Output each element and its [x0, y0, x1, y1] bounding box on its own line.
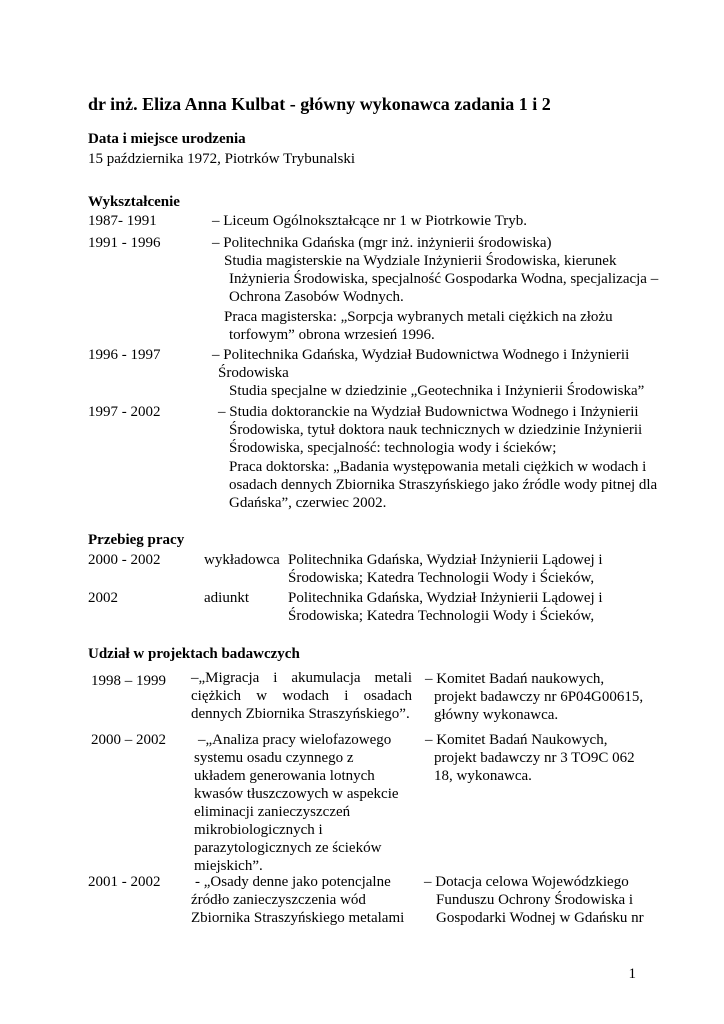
- project-funding: projekt badawczy nr 6P04G00615,: [434, 689, 644, 705]
- work-dates: 2000 - 2002: [88, 552, 161, 568]
- education-dates: 1996 - 1997: [88, 347, 161, 363]
- work-dates: 2002: [88, 590, 118, 606]
- work-employer: Politechnika Gdańska, Wydział Inżynierii Lądowej i: [288, 552, 603, 568]
- work-position: wykładowca: [204, 552, 280, 568]
- project-title: mikrobiologicznych i: [194, 822, 323, 838]
- projects-heading: Udział w projektach badawczych: [88, 646, 300, 662]
- work-employer: Politechnika Gdańska, Wydział Inżynierii Lądowej i: [288, 590, 603, 606]
- project-title: miejskich”.: [194, 858, 263, 874]
- birth-value: 15 października 1972, Piotrków Trybunalski: [88, 151, 356, 167]
- project-dates: 2001 - 2002: [88, 874, 161, 890]
- education-line: torfowym” obrona wrzesień 1996.: [229, 327, 435, 343]
- project-funding: – Komitet Badań Naukowych,: [425, 732, 608, 748]
- project-funding: – Komitet Badań naukowych,: [425, 671, 605, 687]
- page-number: 1: [628, 966, 636, 982]
- work-employer: Środowiska; Katedra Technologii Wody i Ścieków,: [288, 608, 595, 624]
- education-line: Studia specjalne w dziedzinie „Geotechnika i Inżynierii Środowiska”: [229, 383, 645, 399]
- education-line: Praca doktorska: „Badania występowania metali ciężkich w wodach i: [229, 459, 647, 475]
- project-title: parazytologicznych ze ścieków: [194, 840, 382, 856]
- education-line: – Liceum Ogólnokształcące nr 1 w Piotrkowie Tryb.: [212, 213, 527, 229]
- education-line: – Studia doktoranckie na Wydział Budownictwa Wodnego i Inżynierii: [218, 404, 639, 420]
- project-title: źródło zanieczyszczenia wód: [191, 892, 366, 908]
- project-title: ciężkich w wodach i osadach: [191, 688, 412, 704]
- project-dates: 1998 – 1999: [91, 673, 166, 689]
- education-heading: Wykształcenie: [88, 194, 180, 210]
- education-line: Ochrona Zasobów Wodnych.: [229, 289, 404, 305]
- education-line: Studia magisterskie na Wydziale Inżynierii Środowiska, kierunek: [224, 253, 617, 269]
- project-title: eliminacji zanieczyszczeń: [194, 804, 351, 820]
- education-line: – Politechnika Gdańska, Wydział Budownictwa Wodnego i Inżynierii: [212, 347, 630, 363]
- project-title: Zbiornika Straszyńskiego metalami: [191, 910, 405, 926]
- project-title: układem generowania lotnych: [194, 768, 375, 784]
- birth-heading: Data i miejsce urodzenia: [88, 131, 246, 147]
- work-employer: Środowiska; Katedra Technologii Wody i Ścieków,: [288, 570, 595, 586]
- project-dates: 2000 – 2002: [91, 732, 166, 748]
- education-line: osadach dennych Zbiornika Straszyńskiego jako źródle wody pitnej dla: [229, 477, 658, 493]
- project-funding: Funduszu Ochrony Środowiska i: [436, 892, 634, 908]
- project-funding: projekt badawczy nr 3 TO9C 062: [434, 750, 635, 766]
- work-heading: Przebieg pracy: [88, 532, 185, 548]
- project-funding: główny wykonawca.: [434, 707, 559, 723]
- project-title: –„Analiza pracy wielofazowego: [198, 732, 392, 748]
- education-line: – Politechnika Gdańska (mgr inż. inżynierii środowiska): [212, 235, 552, 251]
- education-line: Środowiska: [218, 365, 289, 381]
- education-line: Środowiska, tytuł doktora nauk technicznych w dziedzinie Inżynierii: [229, 422, 643, 438]
- education-line: Praca magisterska: „Sorpcja wybranych metali ciężkich na złożu: [224, 309, 613, 325]
- education-dates: 1991 - 1996: [88, 235, 161, 251]
- project-funding: – Dotacja celowa Wojewódzkiego: [424, 874, 629, 890]
- education-dates: 1997 - 2002: [88, 404, 161, 420]
- project-title: kwasów tłuszczowych w aspekcie: [194, 786, 399, 802]
- education-dates: 1987- 1991: [88, 213, 157, 229]
- project-title: - „Osady denne jako potencjalne: [195, 874, 391, 890]
- education-line: Inżynieria Środowiska, specjalność Gospodarka Wodna, specjalizacja –: [229, 271, 659, 287]
- project-funding: Gospodarki Wodnej w Gdańsku nr: [436, 910, 644, 926]
- project-title: –„Migracja i akumulacja metali: [191, 670, 412, 686]
- education-line: Środowiska, specjalność: technologia wody i ścieków;: [229, 440, 557, 456]
- project-title: systemu osadu czynnego z: [194, 750, 354, 766]
- education-line: Gdańska”, czerwiec 2002.: [229, 495, 387, 511]
- document-title: dr inż. Eliza Anna Kulbat - główny wykonawca zadania 1 i 2: [88, 94, 551, 114]
- project-funding: 18, wykonawca.: [434, 768, 532, 784]
- project-title: dennych Zbiornika Straszyńskiego”.: [191, 706, 410, 722]
- work-position: adiunkt: [204, 590, 249, 606]
